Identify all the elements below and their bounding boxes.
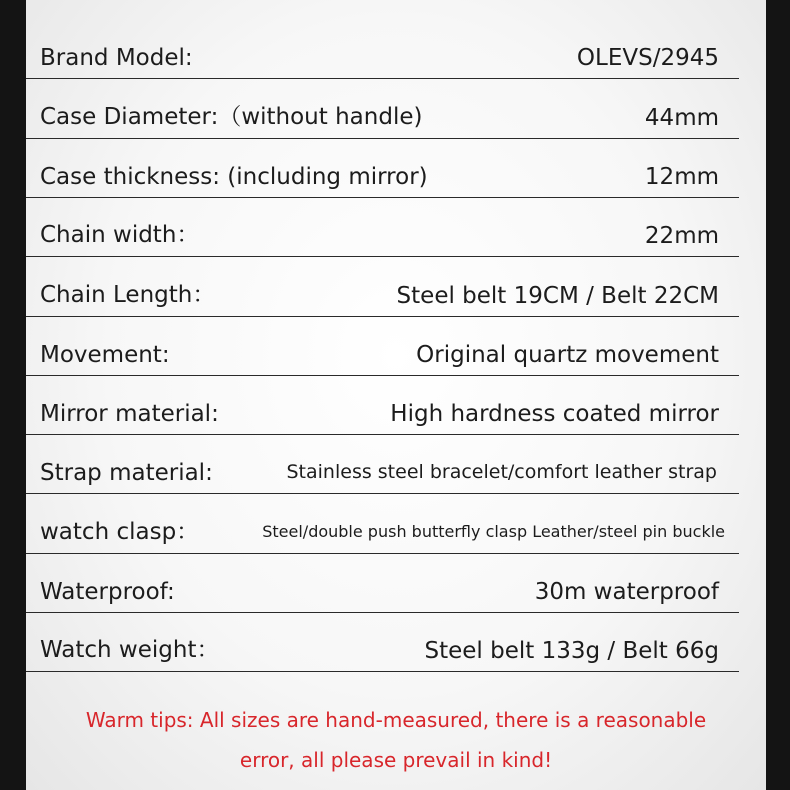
- spec-row-watch-clasp: [26, 494, 739, 554]
- warm-tips-line-1: Warm tips: All sizes are hand-measured, there is a reasonable: [85, 708, 707, 732]
- spec-label: Case Diameter:（without handle): [40, 104, 423, 130]
- spec-label: Movement:: [40, 342, 170, 368]
- spec-label: Chain width：: [40, 222, 200, 248]
- spec-label: Brand Model:: [40, 45, 193, 71]
- spec-value: Steel/double push butterfly clasp Leather/steel pin buckle: [262, 522, 725, 541]
- spec-row-case-diameter: [26, 79, 739, 139]
- spec-label: Case thickness: (including mirror): [40, 164, 428, 190]
- spec-label: watch clasp：: [40, 519, 200, 545]
- spec-row-waterproof: [26, 553, 739, 613]
- spec-label: Mirror material:: [40, 401, 219, 427]
- spec-label: Strap material:: [40, 460, 213, 486]
- spec-value: 12mm: [644, 164, 719, 190]
- spec-row-watch-weight: [26, 612, 739, 672]
- spec-value: Original quartz movement: [416, 342, 719, 368]
- spec-label: Watch weight：: [40, 637, 220, 663]
- spec-value: High hardness coated mirror: [390, 401, 719, 427]
- warm-tips-line-2: error, all please prevail in kind!: [239, 748, 553, 772]
- spec-row-strap-material: [26, 434, 739, 494]
- spec-value: 22mm: [644, 223, 719, 249]
- spec-label: Waterproof:: [40, 579, 175, 605]
- spec-value: Stainless steel bracelet/comfort leather strap: [286, 461, 717, 483]
- spec-value: Steel belt 133g / Belt 66g: [424, 638, 719, 664]
- spec-label: Chain Length：: [40, 282, 216, 308]
- spec-row-mirror-material: [26, 375, 739, 435]
- spec-value: OLEVS/2945: [576, 45, 719, 71]
- spec-row-brand-model: [26, 19, 739, 79]
- spec-row-chain-width: [26, 197, 739, 257]
- spec-row-movement: [26, 316, 739, 376]
- spec-value: Steel belt 19CM / Belt 22CM: [396, 283, 719, 309]
- spec-row-case-thickness: [26, 138, 739, 198]
- spec-row-chain-length: [26, 257, 739, 317]
- spec-value: 44mm: [644, 105, 719, 131]
- spec-value: 30m waterproof: [534, 579, 719, 605]
